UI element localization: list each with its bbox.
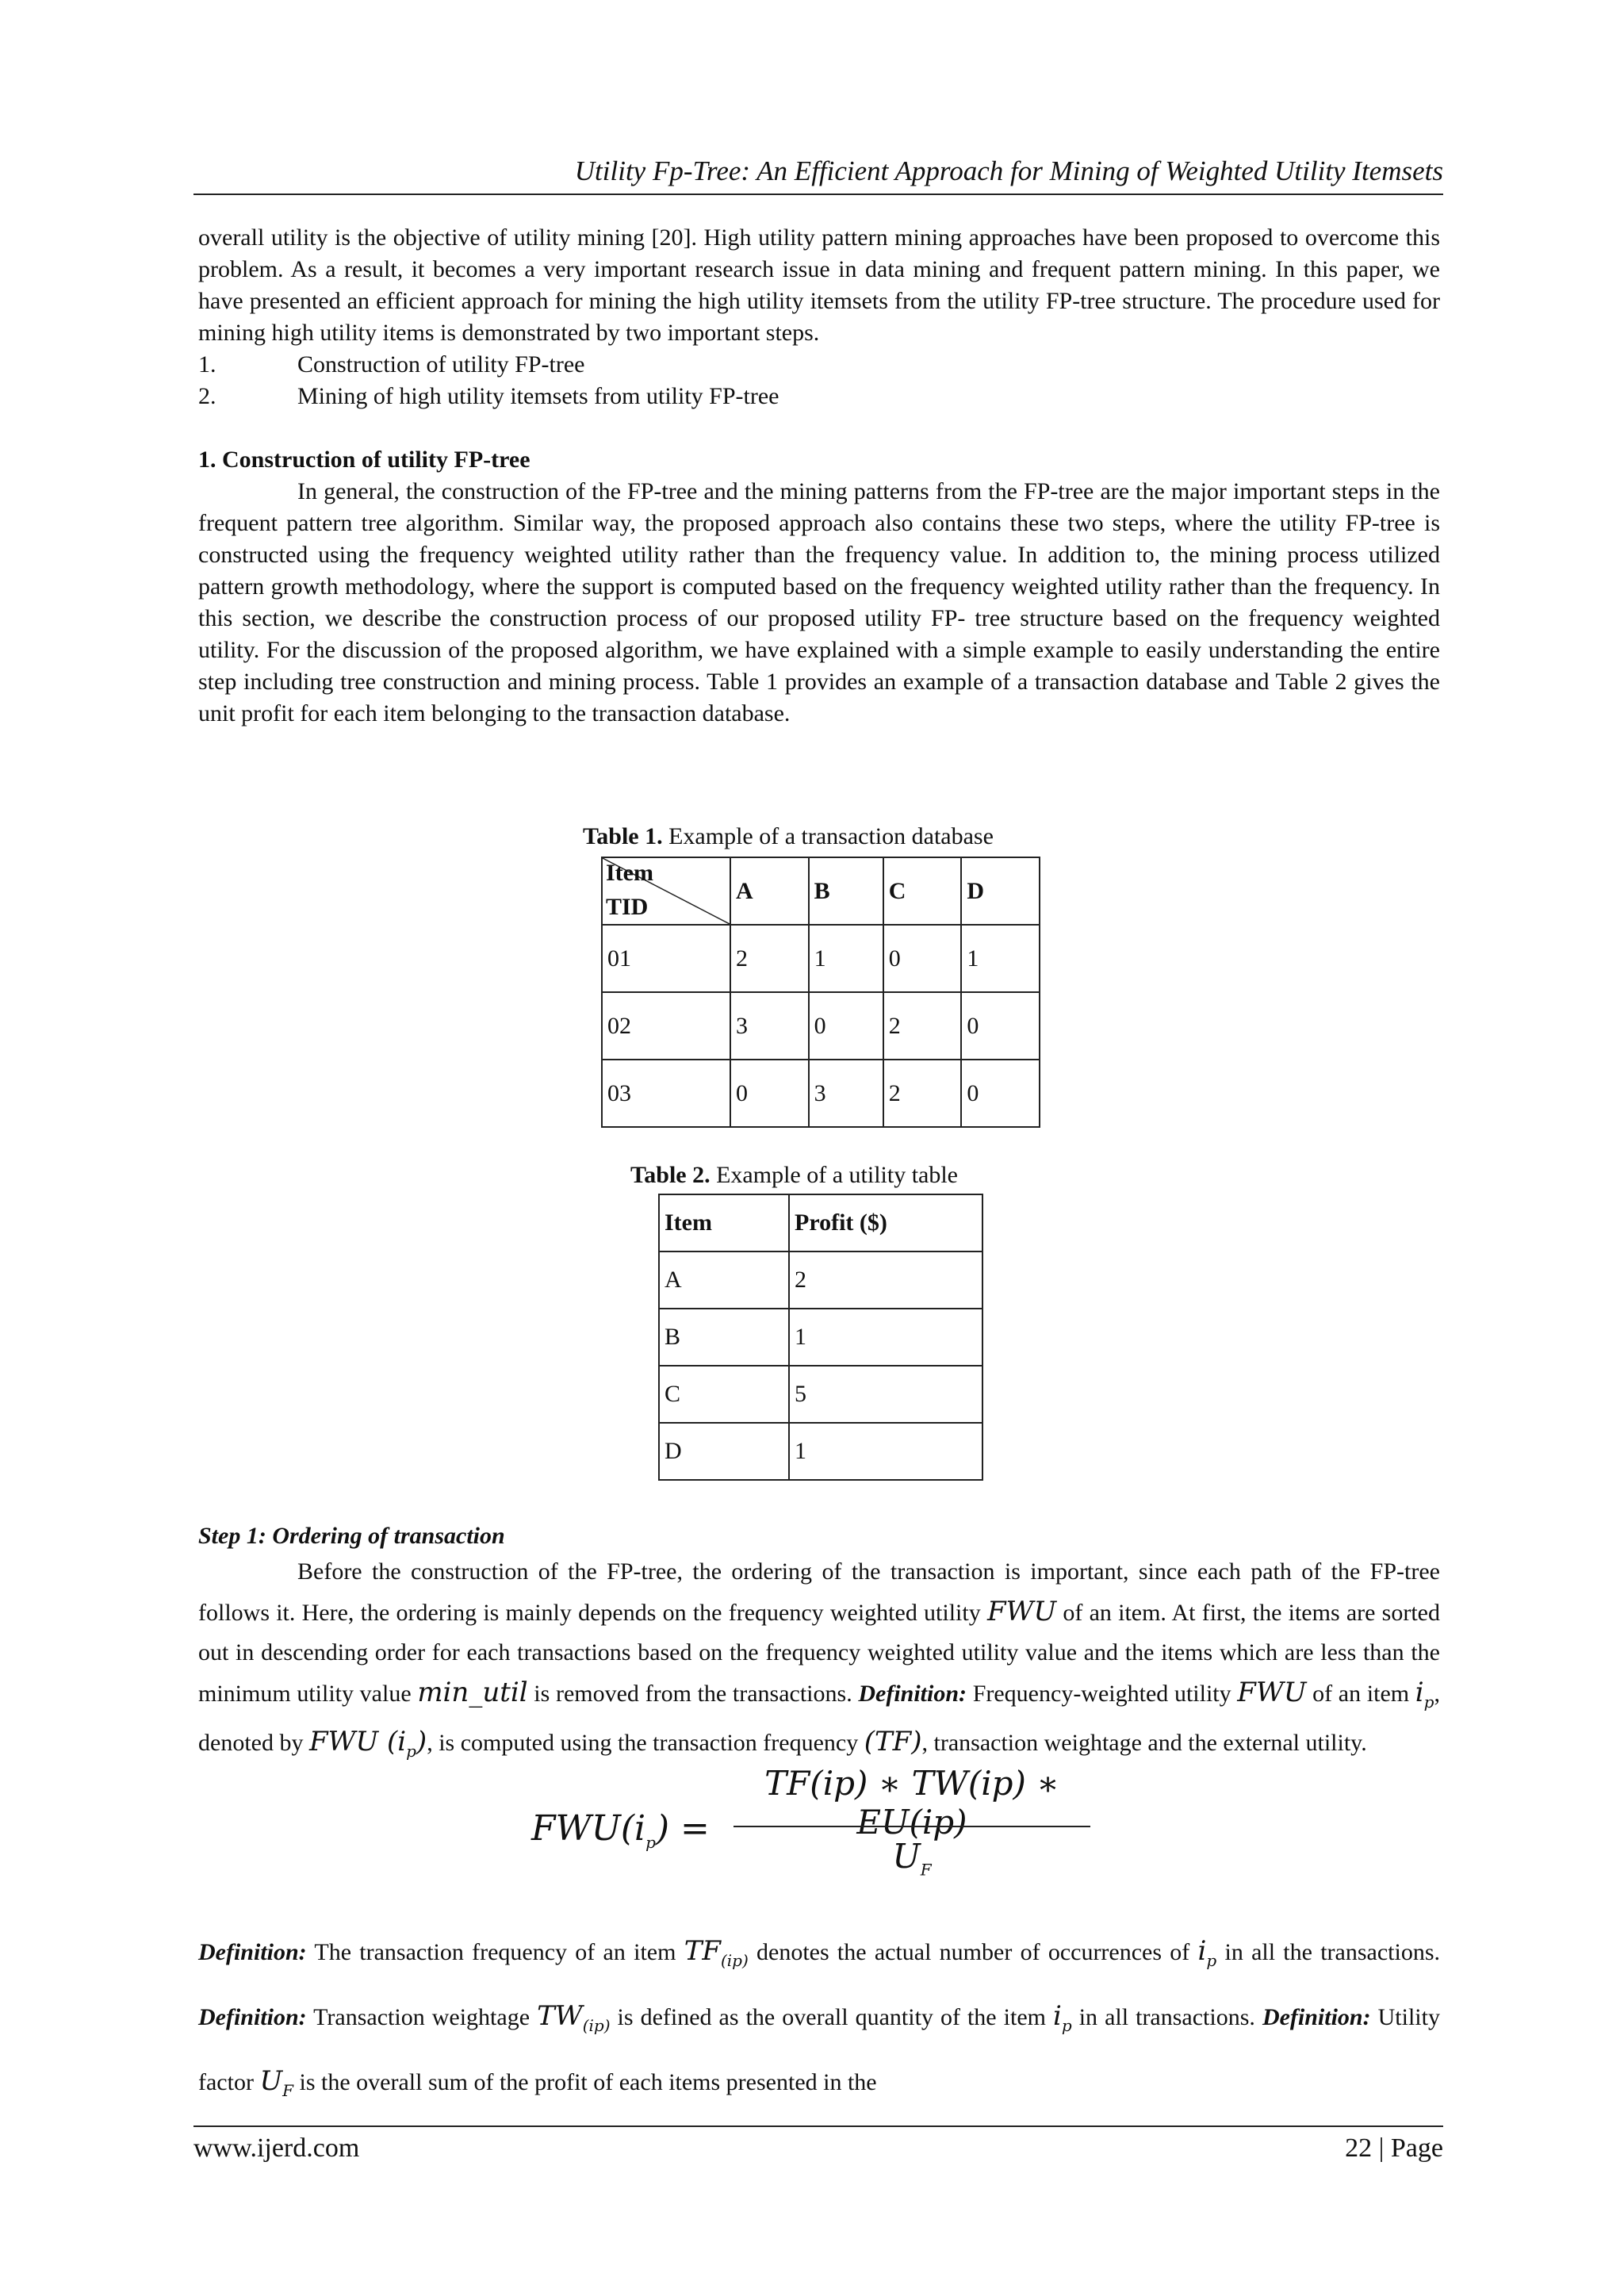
definition-text: Utility factor [198,2003,1440,2095]
list-item [198,349,1440,381]
corner-cell [602,857,730,925]
table-cell: 1 [789,1309,982,1366]
table2-caption-label: Table 2. [630,1162,710,1188]
definition-label: Definition: [858,1681,967,1707]
table-cell: B [659,1309,789,1366]
min-util-symbol: min_util [417,1677,528,1708]
table1-caption-label: Table 1. [583,823,663,849]
definitions-block [198,1923,1440,2118]
step-text: Frequency-weighted utility [967,1681,1238,1707]
intro-paragraph: overall utility is the objective of utility mining [20]. High utility pattern mining approaches have been proposed to overcome this problem. As a result, it becomes a very important research issue in data mining and frequent pattern mining. In this paper, we have presented an efficient approach for mining the high utility itemsets from the utility FP-tree structure. The procedure used for mining high utility items is demonstrated by two important steps. [198,224,1440,346]
table2-caption-text: Example of a utility table [710,1162,959,1188]
table1-caption-text: Example of a transaction database [662,823,994,849]
table-cell: 2 [883,1060,962,1127]
table-cell: C [659,1366,789,1423]
section-paragraph: In general, the construction of the FP-tree and the mining patterns from the FP-tree are the major important steps in the frequent pattern tree algorithm. Similar way, the proposed approach also contains these two steps, where the utility FP-tree is constructed using the frequency weighted utility rather than the frequency value. In addition to, the mining process utilized pattern growth methodology, where the support is computed based on the frequency weighted utility rather than the frequency. In this section, we describe the construction process of our proposed utility FP- tree structure based on the frequency weighted utility. For the discussion of the proposed algorithm, we have explained with a simple example to easily understanding the entire step including tree construction and mining process. Table 1 provides an example of a transaction database and Table 2 gives the unit profit for each item belonging to the transaction database. [198,478,1440,726]
tf-symbol: (TF) [864,1725,922,1757]
item-symbol: $i_p$ [1197,1935,1217,1970]
table-cell: A [659,1251,789,1309]
step-text: of an item. At first, the items are sorted out in descending order for each transactions based on the frequency weighted utility value and the items which are less than the minimum utility value [198,1600,1440,1707]
definition-text: The transaction frequency of an item [306,1939,684,1965]
table-cell: D [659,1423,789,1480]
transaction-table [601,857,1040,1128]
tf-symbol: $TF_{(ip)}$ [684,1935,749,1970]
table-cell: 1 [809,925,883,992]
tw-symbol: $TW_{(ip)}$ [537,1999,611,2035]
fwu-symbol: FWU [986,1596,1057,1627]
fwu-ip-symbol: FWU $(i_p)$ [308,1725,427,1761]
list-text: Construction of utility FP-tree [297,351,585,378]
step-text: Before the construction of the FP-tree, the ordering of the transaction is important, since each path of the FP-tree follows it. Here, the ordering is mainly depends on the frequency weighted utility [198,1558,1440,1626]
table-row [659,1251,982,1309]
definition-label: Definition: [198,1939,307,1965]
table-row [659,1309,982,1366]
definition-text: is the overall sum of the profit of each items presented in the [293,2068,877,2095]
definition-text: denotes the actual number of occurrences of [748,1939,1198,1965]
column-header: A [730,857,809,925]
column-header: D [961,857,1040,925]
table-cell: 3 [730,992,809,1060]
step-text: , is computed using the transaction frequency [427,1729,864,1756]
column-header: C [883,857,962,925]
uf-symbol: $U_F$ [259,2064,293,2100]
page-footer [193,2125,1443,2164]
item-symbol: $i_p$ [1415,1677,1434,1711]
table-row [659,1366,982,1423]
list-text: Mining of high utility itemsets from utility FP-tree [297,383,779,409]
table-row [602,1060,1040,1127]
page-number: 22 | Page [1345,2133,1443,2163]
table-cell: 2 [883,992,962,1060]
step-text: , transaction weightage and the external utility. [921,1729,1367,1756]
table-cell: 1 [789,1423,982,1480]
list-number: 2. [198,383,216,409]
corner-bottom-label: TID [606,894,649,920]
table-cell: 02 [602,992,730,1060]
column-header: Item [659,1194,789,1251]
fraction-bar [733,1826,1090,1827]
table-row [602,992,1040,1060]
definition-text: in all transactions. [1071,2003,1262,2030]
definition-text: is defined as the overall quantity of the item [610,2003,1053,2030]
table-header-row [659,1194,982,1251]
list-item [198,381,1440,412]
table-header-row [602,857,1040,925]
table1-caption [583,823,994,850]
table-row [659,1423,982,1480]
table-cell: 0 [961,992,1040,1060]
column-header: B [809,857,883,925]
step1-section [198,1520,1440,1771]
column-header: Profit ($) [789,1194,982,1251]
table-cell: 3 [809,1060,883,1127]
fwu-symbol: FWU [1237,1677,1307,1708]
item-symbol: $i_p$ [1053,1999,1072,2035]
formula-numerator: TF(ip) ∗ TW(ip) ∗ EU(ip) [764,1764,1059,1842]
table-cell: 0 [809,992,883,1060]
table-cell: 2 [789,1251,982,1309]
table-cell: 0 [730,1060,809,1127]
definition-text: in all the transactions. [1216,1939,1440,1965]
step-paragraph [198,1552,1440,1771]
step-text: , denoted by [198,1681,1440,1756]
formula-denominator: $U_F$ [892,1837,932,1880]
step-text: is removed from the transactions. [527,1681,859,1707]
table-cell: 0 [961,1060,1040,1127]
table-row [602,925,1040,992]
footer-site-link[interactable]: www.ijerd.com [193,2133,360,2163]
table2-caption [630,1162,958,1189]
section-heading: 1. Construction of utility FP-tree [198,447,530,473]
table-cell: 2 [730,925,809,992]
list-number: 1. [198,351,216,378]
fwu-formula [531,1753,1102,1919]
utility-table [658,1194,983,1481]
step-heading: Step 1: Ordering of transaction [198,1523,505,1549]
definition-text: Transaction weightage [306,2003,538,2030]
table-cell: 03 [602,1060,730,1127]
definition-label: Definition: [198,2003,307,2030]
table-cell: 01 [602,925,730,992]
table-cell: 1 [961,925,1040,992]
intro-section [198,222,1440,730]
step-text: of an item [1306,1681,1415,1707]
formula-lhs: $FWU(i_p)$ = [531,1808,710,1852]
corner-top-label: Item [606,860,653,886]
table-cell: 5 [789,1366,982,1423]
running-title: Utility Fp-Tree: An Efficient Approach for Mining of Weighted Utility Itemsets [193,155,1443,195]
definition-label: Definition: [1262,2003,1371,2030]
table-cell: 0 [883,925,962,992]
